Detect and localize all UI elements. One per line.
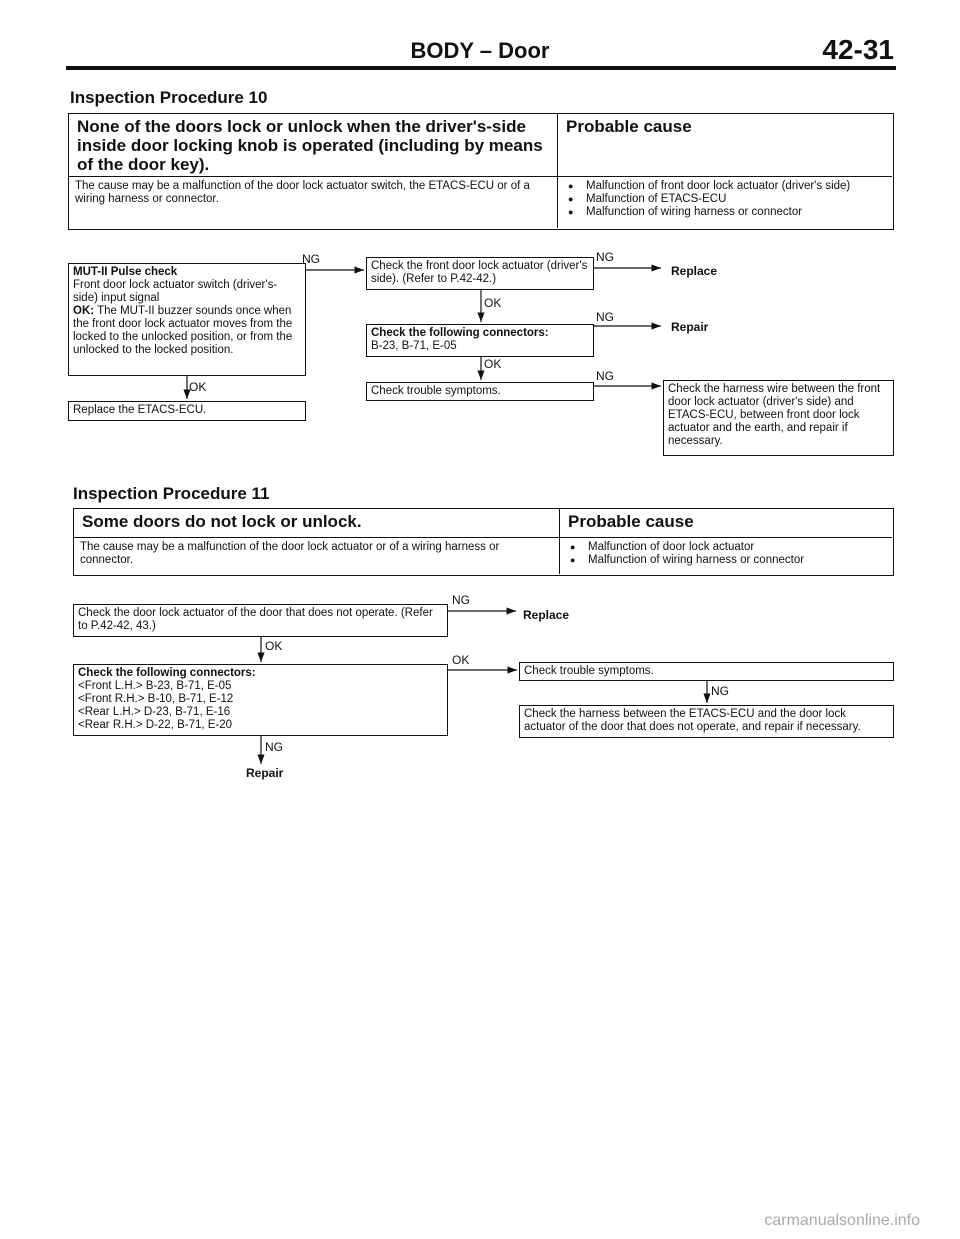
check-door-actuator-box: Check the door lock actuator of the door that does not operate. (Refer to P.42-42, 43.) — [73, 604, 448, 637]
watermark: carmanualsonline.info — [764, 1212, 920, 1229]
procedure-10-title: Inspection Procedure 10 — [70, 88, 268, 107]
ok-label: OK — [452, 653, 470, 667]
ng-label: NG — [265, 740, 283, 754]
mut-ok-text: The MUT-II buzzer sounds once when the front door lock actuator moves from the locked to the unlocked position, or from the unlocked to the locked position. — [73, 305, 293, 356]
connector-front-rh: <Front R.H.> B-10, B-71, E-12 — [78, 693, 234, 705]
cause-item: ● Malfunction of wiring harness or connector — [566, 554, 886, 567]
probable-cause-header: Probable cause — [558, 114, 892, 177]
connector-rear-lh: <Rear L.H.> D-23, B-71, E-16 — [78, 706, 231, 718]
section-title: BODY – Door — [410, 38, 550, 63]
connector-front-lh: <Front L.H.> B-23, B-71, E-05 — [78, 680, 232, 692]
cause-item: ● Malfunction of door lock actuator — [566, 541, 886, 554]
cause-item: ● Malfunction of front door lock actuator (driver's side) — [564, 180, 886, 193]
ng-label: NG — [452, 593, 470, 607]
replace-ecu-box: Replace the ETACS-ECU. — [68, 401, 306, 421]
repair-result: Repair — [671, 320, 709, 334]
replace-result: Replace — [671, 264, 718, 278]
ok-label: OK — [265, 639, 283, 653]
check-harness-box: Check the harness wire between the front door lock actuator (driver's side) and ETACS-ECU, between front door lock actuator and the earth, and repair if necessary. — [663, 380, 894, 456]
cause-description: The cause may be a malfunction of the door lock actuator or of a wiring harness or connector. — [74, 538, 560, 574]
page-number: 42-31 — [822, 34, 894, 65]
check-trouble-box: Check trouble symptoms. — [366, 382, 594, 401]
check-trouble-box: Check trouble symptoms. — [519, 662, 894, 681]
connectors-list: B-23, B-71, E-05 — [371, 340, 457, 352]
mut-title: MUT-II Pulse check — [73, 266, 178, 278]
procedure-11-title: Inspection Procedure 11 — [73, 484, 270, 503]
connectors-title: Check the following connectors: — [78, 667, 256, 679]
ng-label: NG — [302, 252, 320, 266]
symptom-cell: None of the doors lock or unlock when the driver's-side inside door locking knob is operated (including by means of the door key). — [69, 114, 558, 177]
cause-item: ● Malfunction of ETACS-ECU — [564, 193, 886, 206]
ng-label: NG — [596, 369, 614, 383]
mut-input-signal: Front door lock actuator switch (driver's-side) input signal — [73, 279, 278, 304]
connector-rear-rh: <Rear R.H.> D-22, B-71, E-20 — [78, 719, 233, 731]
ng-label: NG — [711, 684, 729, 698]
connectors-title: Check the following connectors: — [371, 327, 549, 339]
check-actuator-box: Check the front door lock actuator (driver's side). (Refer to P.42-42.) — [366, 257, 594, 290]
ok-label: OK — [484, 296, 502, 310]
symptom-cell: Some doors do not lock or unlock. — [74, 509, 560, 538]
cause-description: The cause may be a malfunction of the door lock actuator switch, the ETACS-ECU or of a wiring harness or connector. — [69, 177, 558, 228]
ok-label: OK — [189, 380, 207, 394]
cause-item: ● Malfunction of wiring harness or connector — [564, 206, 886, 219]
ok-label: OK — [484, 357, 502, 371]
probable-cause-header: Probable cause — [560, 509, 892, 538]
replace-result: Replace — [523, 608, 570, 622]
ng-label: NG — [596, 310, 614, 324]
ng-label: NG — [596, 250, 614, 264]
mut-ok-label: OK: — [73, 305, 95, 317]
repair-result: Repair — [246, 766, 284, 780]
check-harness-box: Check the harness between the ETACS-ECU and the door lock actuator of the door that does not operate, and repair if necessary. — [519, 705, 894, 738]
